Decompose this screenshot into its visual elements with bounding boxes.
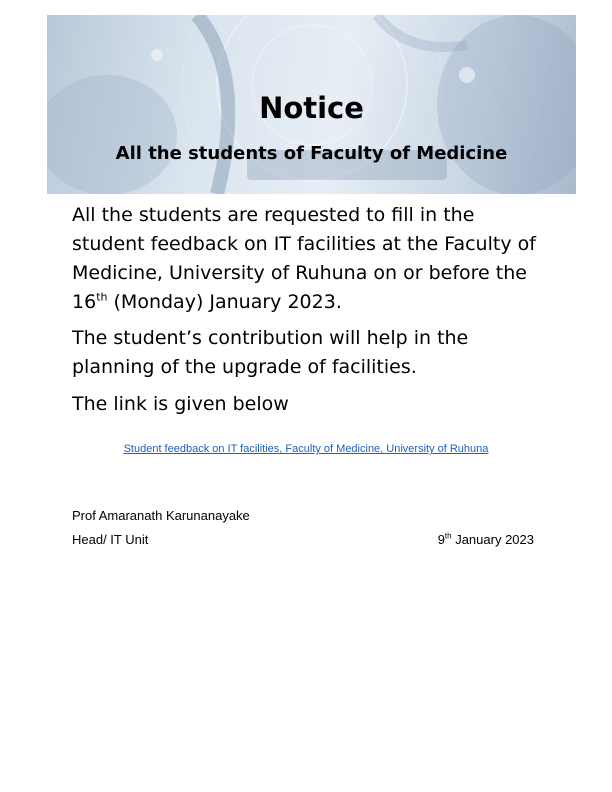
date-day-suffix: th [444, 531, 452, 541]
request-date-text: (Monday) January 2023. [107, 291, 342, 313]
feedback-form-link[interactable]: Student feedback on IT facilities, Faculty of Medicine, University of Ruhuna [123, 443, 489, 455]
notice-banner [47, 15, 576, 194]
notice-subtitle: All the students of Faculty of Medicine [115, 143, 508, 164]
request-text: All the students are requested to fill in the student feedback on IT facilities at the Faculty of Medicine, University of Ruhuna on or before the 16 [72, 204, 536, 313]
contribution-paragraph: The student’s contribution will help in the planning of the upgrade of facilities. [72, 327, 469, 378]
signatory-name: Prof Amaranath Karunanayake [72, 508, 250, 523]
date-ordinal-suffix: th [96, 290, 108, 304]
link-intro-paragraph: The link is given below [72, 393, 289, 415]
date-day: 9 [437, 532, 445, 547]
date-month-year: January 2023 [451, 532, 534, 547]
request-paragraph [72, 201, 552, 317]
notice-date [438, 532, 534, 547]
signatory-title: Head/ IT Unit [72, 532, 149, 547]
notice-title: Notice [259, 91, 364, 125]
